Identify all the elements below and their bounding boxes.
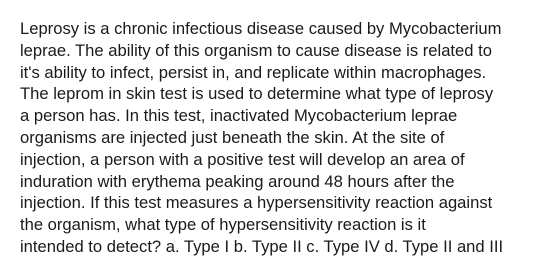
question-line: injection. If this test measures a hypersensitivity reaction against — [20, 193, 493, 213]
question-line: The leprom in skin test is used to determine what type of leprosy — [20, 84, 494, 104]
question-line: Leprosy is a chronic infectious disease caused by Mycobacterium — [20, 19, 502, 38]
question-line: the organism, what type of hypersensitivity reaction is it — [20, 215, 426, 235]
question-line: a person has. In this test, inactivated Mycobacterium leprae — [20, 106, 458, 126]
question-text — [20, 18, 550, 258]
question-line: induration with erythema peaking around 48 hours after the — [20, 171, 455, 191]
question-line: leprae. The ability of this organism to cause disease is related to — [20, 40, 492, 60]
question-line: it's ability to infect, persist in, and replicate within macrophages. — [20, 62, 487, 82]
question-line-choices: intended to detect? a. Type I b. Type II c. Type IV d. Type II and III — [20, 236, 504, 256]
question-line: organisms are injected just beneath the skin. At the site of — [20, 127, 445, 147]
question-line: injection, a person with a positive test will develop an area of — [20, 149, 465, 169]
